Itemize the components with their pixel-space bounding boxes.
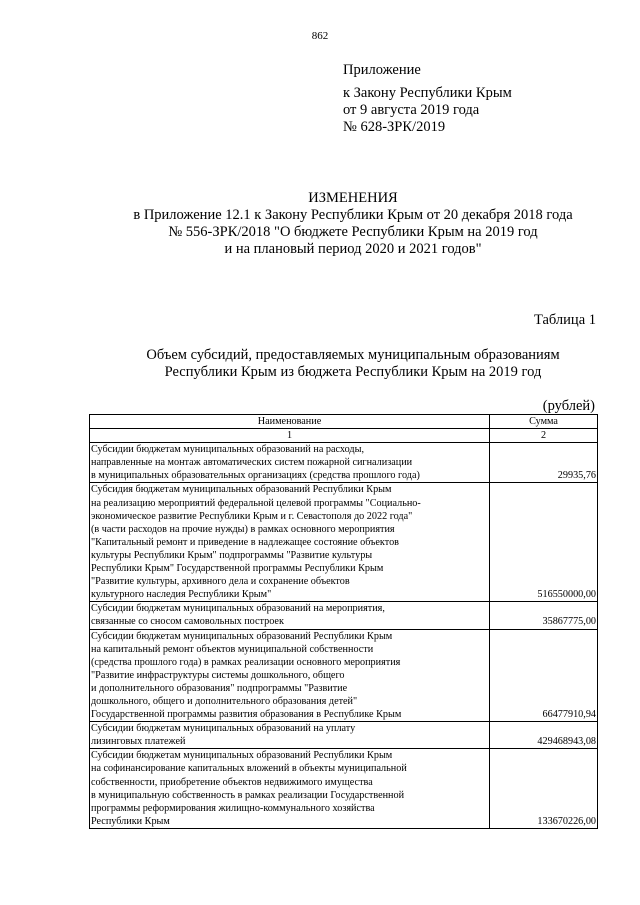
row-name-line: Государственной программы развития образования в Республике Крым (91, 709, 402, 721)
row-amount: 133670226,00 (490, 749, 598, 829)
row-name-line: культуры Республики Крым" подпрограммы "Развитие культуры (91, 549, 373, 561)
row-name-line: (в части расходов на прочие нужды) в рамках основного мероприятия (91, 523, 395, 535)
unit-label: (рублей) (542, 398, 595, 414)
row-name-line: "Развитие инфраструктуры системы дошкольного, общего (91, 669, 345, 681)
row-amount: 429468943,08 (490, 722, 598, 749)
row-name-line: Республики Крым" Государственной программы Республики Крым (91, 563, 384, 575)
table-row (90, 483, 598, 602)
table-header-row (90, 415, 598, 429)
row-name-line: "Капитальный ремонт и приведение в надлежащее состояние объектов (91, 536, 399, 548)
row-name-line: и дополнительного образования" подпрограммы "Развитие (91, 682, 348, 694)
subsidies-table (89, 414, 598, 829)
appendix-block (343, 62, 512, 136)
table-caption-line: Республики Крым из бюджета Республики Крым на 2019 год (164, 364, 542, 380)
row-name-line: культурного наследия Республики Крым" (91, 589, 272, 601)
row-name-line: собственности, приобретение объектов недвижимого имущества (91, 776, 373, 788)
row-name-line: Субсидии бюджетам муниципальных образований Республики Крым (91, 630, 393, 642)
row-name-line: Субсидии бюджетам муниципальных образований на мероприятия, (91, 603, 385, 615)
row-name (90, 722, 490, 749)
appendix-number-line: № 628-ЗРК/2019 (343, 119, 446, 135)
row-name (90, 749, 490, 829)
table-row (90, 443, 598, 483)
row-name-line: Субсидии бюджетам муниципальных образований на уплату (91, 723, 356, 735)
table-caption-line: Объем субсидий, предоставляемых муниципальным образованиям (146, 347, 560, 363)
column-number: 1 (90, 429, 490, 443)
row-amount: 66477910,94 (490, 629, 598, 722)
column-number-row (90, 429, 598, 443)
row-amount: 29935,76 (490, 443, 598, 483)
row-name-line: лизинговых платежей (91, 736, 186, 748)
row-name-line: дошкольного, общего и дополнительного образования детей" (91, 695, 358, 707)
row-name-line: (средства прошлого года) в рамках реализации основного мероприятия (91, 656, 401, 668)
table-row (90, 629, 598, 722)
row-name (90, 629, 490, 722)
row-name-line: Субсидии бюджетам муниципальных образований Республики Крым (91, 750, 393, 762)
changes-line: в Приложение 12.1 к Закону Республики Крым от 20 декабря 2018 года (133, 207, 573, 223)
row-name-line: связанные со сносом самовольных построек (91, 616, 284, 628)
table-label: Таблица 1 (533, 312, 596, 328)
row-name-line: в муниципальных образовательных организациях (средства прошлого года) (91, 470, 420, 482)
row-name-line: Субсидия бюджетам муниципальных образований Республики Крым (91, 484, 392, 496)
row-name-line: на софинансирование капитальных вложений в объекты муниципальной (91, 763, 407, 775)
changes-line: и на плановый период 2020 и 2021 годов" (224, 241, 482, 257)
changes-heading: ИЗМЕНЕНИЯ (308, 190, 398, 206)
row-name-line: Республики Крым (91, 815, 170, 827)
appendix-law-line: к Закону Республики Крым (343, 85, 512, 101)
row-name (90, 602, 490, 629)
table-row (90, 749, 598, 829)
row-name-line: в муниципальную собственность в рамках реализации Государственной (91, 789, 405, 801)
column-number: 2 (490, 429, 598, 443)
row-name-line: "Развитие культуры, архивного дела и сохранение объектов (91, 576, 350, 588)
row-amount: 35867775,00 (490, 602, 598, 629)
table-caption (60, 347, 640, 381)
row-name-line: Субсидии бюджетам муниципальных образований на расходы, (91, 444, 365, 456)
row-name (90, 483, 490, 602)
row-name-line: направленные на монтаж автоматических систем пожарной сигнализации (91, 457, 413, 469)
table-row (90, 722, 598, 749)
row-name (90, 443, 490, 483)
row-name-line: программы реформирования жилищно-коммунального хозяйства (91, 802, 375, 814)
appendix-date-line: от 9 августа 2019 года (343, 102, 480, 118)
changes-title (60, 190, 640, 258)
row-name-line: экономическое развитие Республики Крым и г. Севастополя до 2022 года" (91, 510, 413, 522)
header-name: Наименование (90, 415, 490, 429)
page-number: 862 (311, 30, 329, 42)
row-amount: 516550000,00 (490, 483, 598, 602)
row-name-line: на реализацию мероприятий федеральной целевой программы "Социально- (91, 497, 421, 509)
changes-line: № 556-ЗРК/2018 "О бюджете Республики Крым на 2019 год (168, 224, 538, 240)
appendix-title: Приложение (343, 62, 421, 78)
header-amount: Сумма (490, 415, 598, 429)
table-row (90, 602, 598, 629)
row-name-line: на капитальный ремонт объектов муниципальной собственности (91, 643, 374, 655)
